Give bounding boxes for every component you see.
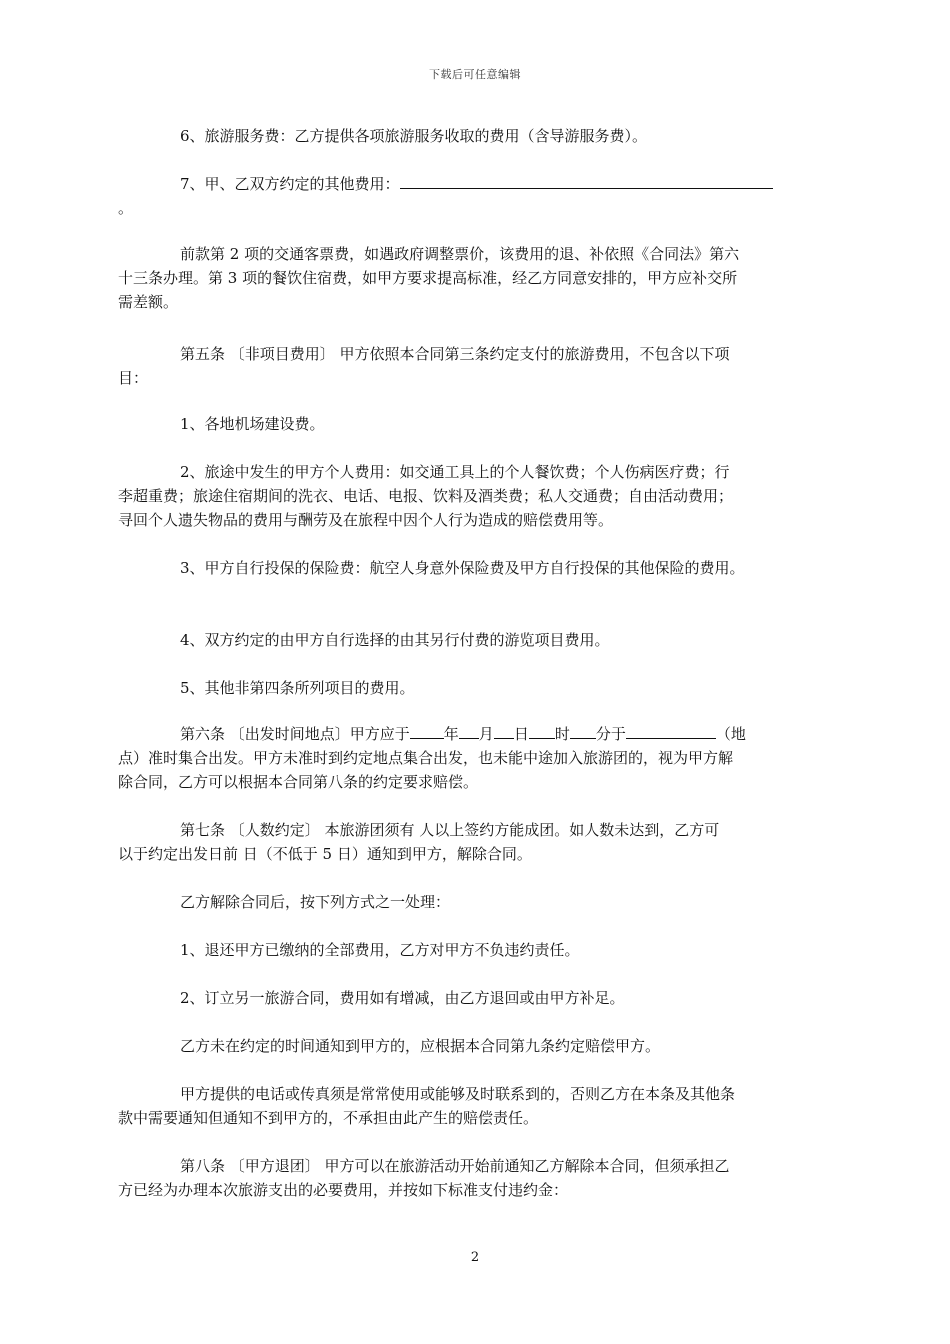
paragraph-price-adjustment xyxy=(118,242,808,314)
article-8-withdrawal xyxy=(118,1154,808,1202)
list-item-insurance xyxy=(118,556,808,580)
paragraph-line: 2、订立另一旅游合同，费用如有增减，由乙方退回或由甲方补足。 xyxy=(180,989,625,1007)
departure-label: 第六条 〔出发时间地点〕甲方应于 xyxy=(180,725,410,743)
article-7-group-size xyxy=(118,818,808,866)
paragraph-termination-options xyxy=(118,890,808,914)
paragraph-line: 第五条 〔非项目费用〕 甲方依照本合同第三条约定支付的旅游费用，不包含以下项 xyxy=(180,345,730,363)
list-item-optional-tours xyxy=(118,628,808,652)
paragraph-line: 第八条 〔甲方退团〕 甲方可以在旅游活动开始前通知乙方解除本合同，但须承担乙 xyxy=(180,1157,730,1175)
list-item-refund xyxy=(118,938,808,962)
paragraph-line: 4、双方约定的由甲方自行选择的由其另行付费的游览项目费用。 xyxy=(180,631,610,649)
hour-label: 时 xyxy=(554,725,570,743)
paragraph-line: 除合同，乙方可以根据本合同第八条的约定要求赔偿。 xyxy=(118,773,479,791)
paragraph-line: 李超重费；旅途住宿期间的洗衣、电话、电报、饮料及酒类费；私人交通费；自由活动费用； xyxy=(118,487,734,505)
paragraph-line: 方已经为办理本次旅游支出的必要费用，并按如下标准支付违约金： xyxy=(118,1181,569,1199)
location-blank xyxy=(626,722,716,739)
article-6-departure xyxy=(118,722,808,794)
paragraph-line: 十三条办理。第 3 项的餐饮住宿费，如甲方要求提高标准，经乙方同意安排的，甲方应补交所 xyxy=(118,269,738,287)
paragraph-line: 5、其他非第四条所列项目的费用。 xyxy=(180,679,415,697)
paragraph-line: 乙方未在约定的时间通知到甲方的，应根据本合同第九条约定赔偿甲方。 xyxy=(180,1037,661,1055)
list-item-personal-expenses xyxy=(118,460,808,532)
paragraph-line: 第七条 〔人数约定〕 本旅游团须有 人以上签约方能成团。如人数未达到，乙方可 xyxy=(180,821,720,839)
minute-blank xyxy=(570,722,596,739)
day-blank xyxy=(494,722,514,739)
paragraph-line: 前款第 2 项的交通客票费，如遇政府调整票价，该费用的退、补依照《合同法》第六 xyxy=(180,245,740,263)
year-label: 年 xyxy=(443,725,459,743)
minute-label: 分于 xyxy=(595,725,626,743)
list-item-new-contract xyxy=(118,986,808,1010)
article-5-heading xyxy=(118,342,808,390)
paragraph-line: 点）准时集合出发。甲方未准时到约定地点集合出发，也未能中途加入旅游团的，视为甲方解 xyxy=(118,749,734,767)
list-item-other xyxy=(118,676,808,700)
paragraph-line: 以于约定出发日前 日（不低于 5 日）通知到甲方，解除合同。 xyxy=(118,845,532,863)
paragraph-line: 乙方解除合同后，按下列方式之一处理： xyxy=(180,893,451,911)
other-fees-blank xyxy=(400,172,773,189)
location-label: （地 xyxy=(715,725,746,743)
paragraph-line: 款中需要通知但通知不到甲方的，不承担由此产生的赔偿责任。 xyxy=(118,1109,539,1127)
paragraph-line: 2、旅途中发生的甲方个人费用：如交通工具上的个人餐饮费；个人伤病医疗费；行 xyxy=(180,463,730,481)
hour-blank xyxy=(529,722,555,739)
paragraph-line: 1、各地机场建设费。 xyxy=(180,415,325,433)
paragraph-line: 1、退还甲方已缴纳的全部费用，乙方对甲方不负违约责任。 xyxy=(180,941,580,959)
day-label: 日 xyxy=(513,725,529,743)
paragraph-line: 需差额。 xyxy=(118,293,179,311)
paragraph-line: 目： xyxy=(118,369,149,387)
paragraph-line: 甲方提供的电话或传真须是常常使用或能够及时联系到的，否则乙方在本条及其他条 xyxy=(180,1085,736,1103)
year-blank xyxy=(410,722,444,739)
page-header: 下载后可任意编辑 xyxy=(429,68,521,81)
month-blank xyxy=(459,722,479,739)
paragraph-line: 寻回个人遗失物品的费用与酬劳及在旅程中因个人行为造成的赔偿费用等。 xyxy=(118,511,614,529)
paragraph-contact-info xyxy=(118,1082,808,1130)
list-item-airport-fee xyxy=(118,412,808,436)
other-fees-label: 7、甲、乙双方约定的其他费用： xyxy=(180,175,400,193)
paragraph-line: 3、甲方自行投保的保险费：航空人身意外保险费及甲方自行投保的其他保险的费用。 xyxy=(180,559,745,577)
paragraph-late-notice xyxy=(118,1034,808,1058)
month-label: 月 xyxy=(478,725,494,743)
paragraph-line: 6、旅游服务费：乙方提供各项旅游服务收取的费用（含导游服务费）。 xyxy=(180,127,648,145)
paragraph-other-fees xyxy=(118,172,808,220)
other-fees-end: 。 xyxy=(118,199,134,217)
page-number: 2 xyxy=(470,1250,480,1265)
paragraph-tourism-service-fee xyxy=(118,124,808,148)
